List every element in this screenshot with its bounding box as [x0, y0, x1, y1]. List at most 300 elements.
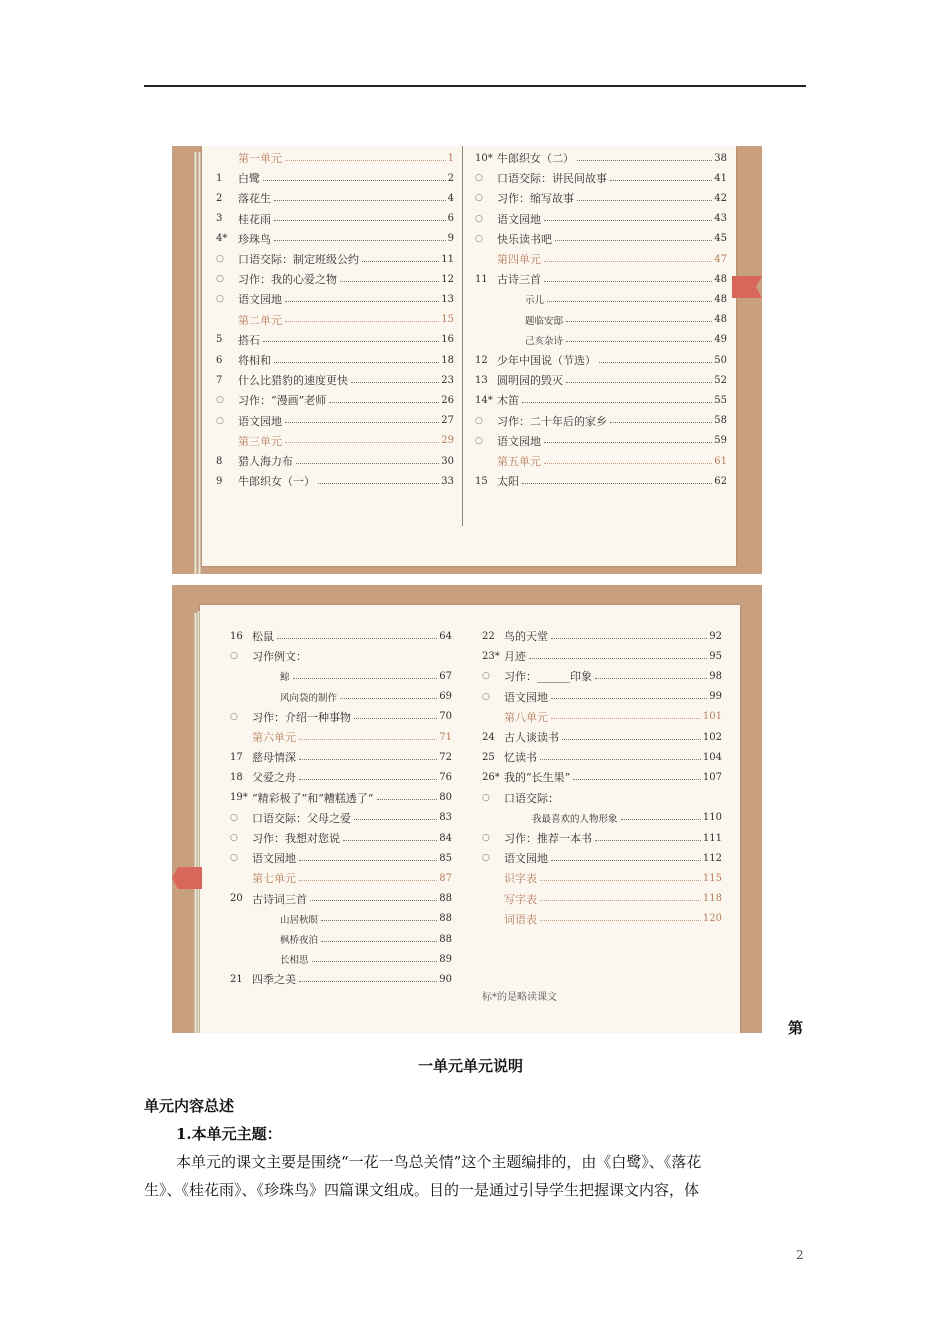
toc-entry-number: ○	[216, 274, 224, 285]
toc-entry-title: 枫桥夜泊	[280, 935, 319, 946]
toc-entry-number: ○	[216, 395, 224, 406]
toc-entry	[230, 629, 452, 643]
toc-entry-page: 115	[702, 872, 722, 884]
toc-entry-page: 45	[714, 233, 727, 245]
toc-entry-number: 16	[230, 630, 243, 642]
toc-entry-number: ○	[216, 415, 224, 426]
toc-entry-title: 口语交际：制定班级公约	[238, 253, 359, 266]
dot-leader	[263, 180, 446, 181]
dot-leader	[551, 698, 707, 699]
dot-leader	[540, 880, 701, 881]
toc-entry-title: 识字表	[504, 872, 537, 886]
toc-entry-title: 父爱之舟	[252, 771, 296, 785]
toc-entry	[475, 151, 727, 165]
toc-entry	[230, 932, 452, 946]
toc-entry-page: 89	[439, 953, 452, 965]
toc-entry-number: 26*	[482, 771, 500, 783]
toc-entry-title: 山居秋暝	[280, 914, 319, 926]
toc-entry-page: 72	[439, 751, 452, 763]
heading-part-1: 第	[788, 1019, 804, 1037]
dot-leader	[544, 442, 712, 443]
toc-entry-number: ○	[482, 833, 490, 843]
toc-entry	[216, 232, 454, 246]
dot-leader	[318, 483, 439, 484]
toc-entry-page: 12	[441, 273, 454, 285]
dot-leader	[299, 779, 437, 780]
toc-entry-page: 71	[439, 731, 452, 743]
toc-entry-title: 口语交际：讲民间故事	[497, 172, 607, 186]
dot-leader	[562, 739, 701, 740]
dot-leader	[310, 900, 437, 901]
toc-entry-number: 6	[216, 354, 223, 366]
toc-entry-title: 鸟的天堂	[504, 630, 548, 643]
toc-entry-title: 少年中国说（节选）	[497, 354, 596, 367]
toc-entry-title: 第一单元	[238, 152, 282, 165]
toc-entry-title: 语文园地	[504, 690, 548, 704]
toc-entry-title: 习作例文：	[252, 650, 307, 664]
toc-entry-page: 85	[439, 852, 452, 864]
toc-entry-page: 101	[702, 711, 722, 723]
toc-entry-page: 13	[441, 293, 454, 305]
toc-entry-page: 107	[702, 771, 722, 783]
dot-leader	[551, 638, 707, 639]
toc-entry-title: 己亥杂诗	[525, 335, 564, 347]
toc-unit-heading	[230, 871, 452, 885]
dot-leader	[599, 362, 712, 363]
toc-entry	[475, 212, 727, 226]
toc-entry-title: 落花生	[238, 192, 271, 206]
toc-entry-number: ○	[475, 435, 483, 446]
toc-entry	[216, 292, 454, 306]
toc-entry-title: 风向袋的制作	[280, 692, 338, 704]
toc-entry	[216, 252, 454, 266]
toc-entry-title: 木笛	[497, 394, 519, 408]
toc-entry	[216, 212, 454, 226]
toc-entry-number: 14*	[475, 394, 493, 406]
page-edge	[198, 152, 201, 574]
toc-entry	[216, 474, 454, 488]
toc-entry-title: 第四单元	[497, 253, 541, 266]
dot-leader	[621, 819, 701, 820]
toc-entry-page: 18	[441, 354, 454, 366]
toc-entry-title: 口语交际：父母之爱	[252, 811, 351, 825]
toc-entry-page: 9	[447, 233, 454, 245]
toc-entry-number: ○	[230, 711, 238, 722]
toc-entry-title: 语文园地	[238, 414, 282, 428]
dot-leader	[274, 240, 446, 241]
toc-entry-title: 习作：推荐一本书	[504, 832, 592, 845]
toc-entry-number: 7	[216, 374, 223, 386]
dot-leader	[544, 281, 712, 282]
toc-entry-page: 2	[447, 172, 454, 184]
toc-entry	[216, 353, 454, 367]
toc-entry-title: 口语交际：	[504, 791, 559, 805]
toc-entry-page: 118	[702, 893, 722, 905]
toc-entry-page: 42	[714, 192, 727, 204]
toc-entry-title: 将相和	[238, 354, 271, 367]
toc-entry-page: 67	[439, 670, 452, 682]
page-edge	[194, 152, 197, 574]
toc-entry-number: 18	[230, 771, 243, 783]
toc-entry	[230, 750, 452, 764]
toc-entry-number: ○	[482, 792, 490, 803]
toc-entry	[482, 831, 722, 845]
toc-entry-title: 语文园地	[238, 293, 282, 307]
toc-entry-title: 古诗三首	[497, 273, 541, 287]
toc-entry-page: 90	[439, 973, 452, 985]
toc-entry-page: 29	[441, 435, 454, 447]
dot-leader	[522, 402, 712, 403]
toc-entry-number: 23*	[482, 650, 500, 662]
toc-entry-number: ○	[216, 254, 224, 264]
toc-entry-title: 桂花雨	[238, 212, 271, 226]
toc-entry-number: ○	[475, 213, 483, 224]
toc-entry-page: 27	[441, 415, 454, 427]
toc-entry-page: 15	[441, 314, 454, 326]
toc-entry-number: 3	[216, 213, 223, 225]
toc-entry-title: 第五单元	[497, 455, 541, 468]
toc-entry-page: 104	[702, 751, 722, 763]
toc-entry-title: 写字表	[504, 892, 537, 906]
toc-entry-title: 牛郎织女（二）	[497, 152, 574, 165]
toc-entry	[216, 333, 454, 347]
toc-entry-title: 题临安邸	[525, 315, 564, 327]
dot-leader	[577, 160, 712, 161]
toc-entry-title: 古诗词三首	[252, 892, 307, 906]
dot-leader	[377, 799, 438, 800]
toc-note: 标*的是略读课文	[482, 992, 557, 1003]
toc-entry-number: 11	[475, 273, 488, 285]
toc-entry-title: 习作：我的心爱之物	[238, 273, 337, 287]
dot-leader	[274, 200, 446, 201]
dot-leader	[299, 860, 437, 861]
toc-entry-title: 习作：我想对您说	[252, 832, 340, 845]
toc-entry	[475, 232, 727, 246]
dot-leader	[573, 779, 701, 780]
toc-entry-number: 10*	[475, 152, 493, 164]
toc-entry	[475, 313, 727, 327]
toc-entry-page: 23	[441, 374, 454, 386]
unit-heading: 一单元单元说明	[418, 1057, 524, 1075]
toc-entry	[216, 373, 454, 387]
toc-entry-page: 84	[439, 832, 452, 844]
toc-entry-number: ○	[230, 833, 238, 843]
dot-leader	[263, 341, 439, 342]
dot-leader	[610, 180, 712, 181]
toc-entry-title: 我的“长生果”	[504, 771, 571, 785]
toc-unit-heading	[216, 434, 454, 448]
toc-entry	[230, 892, 452, 906]
toc-unit-heading	[216, 151, 454, 165]
toc-entry	[230, 791, 452, 805]
toc-entry	[230, 912, 452, 926]
toc-entry-number: 5	[216, 334, 223, 346]
toc-entry-number: 12	[475, 354, 488, 366]
dot-leader	[299, 739, 437, 740]
toc-entry-number: 8	[216, 455, 223, 467]
toc-entry-title: 松鼠	[252, 630, 274, 643]
toc-entry-title: 习作：______印象	[504, 670, 592, 684]
toc-entry-number: 13	[475, 374, 488, 386]
toc-entry-page: 99	[709, 691, 722, 703]
toc-entry-page: 110	[702, 812, 722, 824]
toc-entry-title: 猎人海力布	[238, 455, 293, 468]
dot-leader	[299, 759, 437, 760]
toc-entry-title: 语文园地	[497, 434, 541, 448]
toc-entry	[216, 272, 454, 286]
subsection-title: 1.本单元主题：	[176, 1125, 282, 1143]
toc-entry	[230, 710, 452, 724]
toc-entry-page: 80	[439, 792, 452, 804]
dot-leader	[285, 301, 439, 302]
toc-entry-page: 61	[714, 455, 727, 467]
dot-leader	[340, 698, 437, 699]
toc-entry-page: 120	[702, 913, 722, 925]
toc-entry	[475, 272, 727, 286]
toc-entry	[216, 454, 454, 468]
toc-entry-page: 83	[439, 812, 452, 824]
dot-leader	[321, 920, 437, 921]
toc-entry-page: 58	[714, 415, 727, 427]
toc-entry-title: 长相思	[280, 955, 309, 967]
toc-entry-number: 20	[230, 893, 243, 905]
dot-leader	[354, 819, 437, 820]
toc-entry-page: 95	[709, 650, 722, 662]
toc-entry-title: 牛郎织女（一）	[238, 475, 315, 489]
toc-entry-title: 语文园地	[504, 852, 548, 866]
toc-entry-page: 76	[439, 771, 452, 783]
toc-entry-number: 25	[482, 751, 495, 763]
dot-leader	[285, 321, 439, 322]
dot-leader	[293, 678, 438, 679]
dot-leader	[362, 261, 439, 262]
toc-entry	[230, 811, 452, 825]
dot-leader	[329, 402, 439, 403]
toc-paper	[200, 605, 740, 1033]
toc-entry-page: 88	[439, 933, 452, 945]
toc-entry	[216, 393, 454, 407]
toc-entry-page: 112	[702, 852, 722, 864]
toc-entry-number: 1	[216, 172, 223, 184]
toc-entry	[482, 730, 722, 744]
toc-entry	[475, 171, 727, 185]
toc-image-bottom	[172, 585, 762, 1033]
toc-entry	[482, 649, 722, 663]
toc-entry-number: 21	[230, 973, 243, 985]
dot-leader	[274, 220, 446, 221]
dot-leader	[321, 941, 437, 942]
dot-leader	[577, 200, 712, 201]
toc-entry-page: 59	[714, 435, 727, 447]
header-rule	[144, 85, 806, 87]
toc-entry-title: 珍珠鸟	[238, 232, 271, 246]
toc-entry	[482, 811, 722, 825]
toc-entry-page: 48	[714, 293, 727, 305]
toc-entry-page: 111	[702, 832, 722, 844]
toc-entry	[482, 690, 722, 704]
toc-entry	[230, 669, 452, 683]
toc-entry-page: 62	[714, 475, 727, 487]
toc-entry-title: 语文园地	[497, 212, 541, 226]
toc-entry-page: 38	[714, 152, 727, 164]
toc-entry-title: 习作：缩写故事	[497, 192, 574, 206]
toc-entry-page: 48	[714, 273, 727, 285]
toc-entry	[216, 171, 454, 185]
toc-entry	[230, 690, 452, 704]
toc-entry-number: 22	[482, 630, 495, 642]
dot-leader	[555, 240, 712, 241]
toc-entry-page: 30	[441, 455, 454, 467]
dot-leader	[551, 718, 701, 719]
dot-leader	[354, 718, 437, 719]
toc-entry-page: 1	[447, 152, 454, 164]
toc-entry	[230, 770, 452, 784]
toc-entry-page: 64	[439, 630, 452, 642]
toc-entry-number: 9	[216, 475, 223, 487]
toc-unit-heading	[482, 892, 722, 906]
dot-leader	[312, 961, 438, 962]
dot-leader	[595, 678, 707, 679]
toc-entry-number: ○	[230, 853, 238, 864]
toc-entry-number: 24	[482, 731, 495, 743]
toc-entry-page: 47	[714, 253, 727, 265]
dot-leader	[340, 281, 439, 282]
toc-entry	[230, 952, 452, 966]
toc-image-top	[172, 146, 762, 574]
toc-entry	[475, 393, 727, 407]
dot-leader	[566, 341, 712, 342]
toc-entry-title: 太阳	[497, 475, 519, 489]
dot-leader	[551, 860, 701, 861]
toc-entry	[475, 292, 727, 306]
toc-entry	[482, 851, 722, 865]
toc-entry-title: 第二单元	[238, 313, 282, 327]
section-title: 单元内容总述	[144, 1097, 235, 1115]
toc-entry-number: 4*	[216, 233, 228, 245]
dot-leader	[299, 981, 437, 982]
toc-entry-title: 词语表	[504, 912, 537, 926]
toc-entry-title: “精彩极了”和“糟糕透了”	[252, 791, 374, 805]
toc-entry-title: 我最喜欢的人物形象	[532, 813, 618, 825]
toc-entry-title: 第八单元	[504, 710, 548, 724]
dot-leader	[540, 900, 701, 901]
toc-entry	[475, 333, 727, 347]
bookmark-ribbon	[732, 276, 762, 298]
toc-entry	[230, 649, 452, 663]
toc-entry-number: ○	[482, 853, 490, 864]
column-divider	[462, 146, 463, 526]
toc-entry-title: 圆明园的毁灭	[497, 374, 563, 388]
toc-entry	[230, 972, 452, 986]
dot-leader	[285, 160, 446, 161]
dot-leader	[540, 759, 701, 760]
toc-entry	[230, 831, 452, 845]
dot-leader	[544, 220, 712, 221]
toc-entry-title: 第三单元	[238, 434, 282, 448]
dot-leader	[566, 382, 712, 383]
toc-entry-number: ○	[482, 671, 490, 682]
page-number: 2	[796, 1248, 804, 1262]
dot-leader	[285, 422, 439, 423]
toc-entry	[216, 414, 454, 428]
toc-entry-page: 6	[447, 213, 454, 225]
toc-entry	[475, 191, 727, 205]
toc-unit-heading	[230, 730, 452, 744]
toc-entry-page: 11	[441, 253, 454, 265]
toc-entry-title: 习作：二十年后的家乡	[497, 414, 607, 428]
toc-entry-page: 16	[441, 334, 454, 346]
toc-entry-page: 52	[714, 374, 727, 386]
toc-entry-number: ○	[475, 173, 483, 184]
toc-entry	[482, 629, 722, 643]
toc-entry-page: 88	[439, 893, 452, 905]
toc-entry-title: 第六单元	[252, 731, 296, 744]
toc-unit-heading	[475, 252, 727, 266]
toc-entry-title: 鲸	[280, 672, 290, 684]
toc-entry-page: 70	[439, 711, 452, 723]
toc-entry-number: ○	[482, 691, 490, 702]
toc-entry-page: 33	[441, 475, 454, 487]
dot-leader	[343, 840, 437, 841]
dot-leader	[595, 840, 701, 841]
toc-unit-heading	[482, 912, 722, 926]
toc-entry-title: 慈母情深	[252, 751, 296, 765]
toc-entry-page: 92	[709, 630, 722, 642]
toc-unit-heading	[216, 313, 454, 327]
toc-entry-page: 26	[441, 394, 454, 406]
toc-entry-title: 语文园地	[252, 852, 296, 866]
dot-leader	[547, 301, 712, 302]
toc-entry	[475, 373, 727, 387]
toc-entry-number: ○	[230, 812, 238, 823]
toc-entry-title: 习作：介绍一种事物	[252, 710, 351, 724]
toc-entry-number: ○	[475, 233, 483, 244]
toc-entry	[482, 750, 722, 764]
toc-entry	[475, 353, 727, 367]
toc-entry-title: 第七单元	[252, 872, 296, 886]
toc-entry-number: 15	[475, 475, 488, 487]
toc-entry-title: 四季之美	[252, 973, 296, 987]
toc-entry-number: ○	[475, 415, 483, 426]
dot-leader	[544, 261, 712, 262]
dot-leader	[296, 463, 439, 464]
toc-entry-page: 48	[714, 314, 727, 326]
toc-entry-page: 50	[714, 354, 727, 366]
toc-entry-number: 17	[230, 751, 243, 763]
toc-entry-number: ○	[230, 651, 238, 662]
dot-leader	[566, 321, 712, 322]
dot-leader	[540, 920, 701, 921]
toc-entry-page: 43	[714, 213, 727, 225]
toc-entry-title: 什么比猎豹的速度更快	[238, 374, 348, 388]
toc-entry	[475, 434, 727, 448]
toc-entry-number: 19*	[230, 792, 248, 804]
dot-leader	[610, 422, 712, 423]
paragraph-line: 本单元的课文主要是围绕“一花一鸟总关情”这个主题编排的，由《白鹭》、《落花	[176, 1153, 702, 1171]
toc-entry-page: 102	[702, 731, 722, 743]
bookmark-ribbon	[172, 867, 202, 889]
toc-entry-page: 4	[447, 192, 454, 204]
dot-leader	[544, 463, 712, 464]
toc-entry-page: 87	[439, 872, 452, 884]
toc-entry-number: ○	[216, 294, 224, 305]
toc-entry-page: 41	[714, 172, 727, 184]
toc-entry	[482, 791, 722, 805]
toc-entry-title: 古人谈读书	[504, 731, 559, 744]
toc-entry-title: 习作：“漫画”老师	[238, 394, 327, 408]
toc-entry	[216, 191, 454, 205]
toc-entry-title: 月迹	[504, 650, 526, 664]
